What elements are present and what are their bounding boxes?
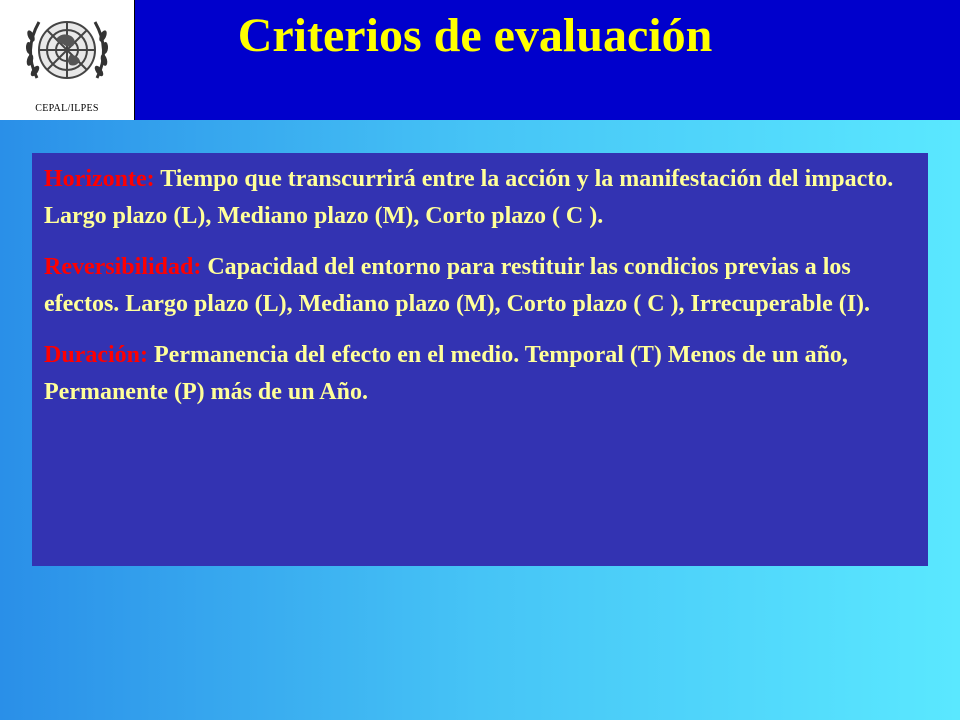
logo-panel: [0, 0, 135, 120]
criterion-description: Capacidad del entorno para restituir las condicios previas a los efectos. Largo plazo (L), Mediano plazo (M), Corto plazo ( C ), Irrecuperable (I).: [44, 254, 871, 317]
criteria-box: [32, 153, 928, 566]
criterion-description: Permanencia del efecto en el medio. Temporal (T) Menos de un año, Permanente (P) más de un Año.: [44, 342, 848, 405]
slide-title: Criterios de evaluación: [237, 9, 713, 62]
criterion-horizonte: [44, 161, 916, 235]
un-emblem-icon: [10, 0, 124, 100]
criterion-reversibilidad: [44, 249, 916, 323]
criterion-description: Tiempo que transcurrirá entre la acción y la manifestación del impacto. Largo plazo (L), Mediano plazo (M), Corto plazo ( C ).: [44, 166, 894, 229]
criterion-term: Reversibilidad:: [44, 254, 202, 280]
criterion-duracion: [44, 337, 916, 411]
criterion-term: Duración:: [44, 342, 148, 368]
title-bar: [135, 0, 960, 120]
logo-caption: CEPAL/ILPES: [35, 103, 99, 114]
criterion-term: Horizonte:: [44, 166, 155, 192]
